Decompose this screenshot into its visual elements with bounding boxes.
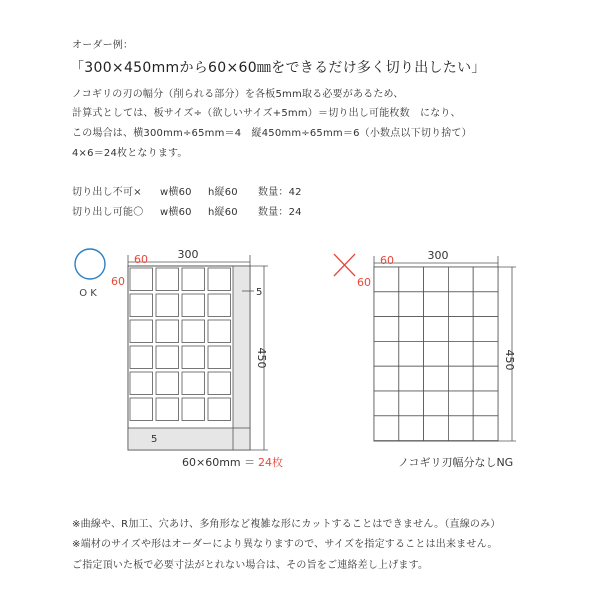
ok-piece <box>156 346 179 369</box>
comparison-status: 切り出し不可× <box>72 187 142 198</box>
ng-piece <box>374 267 399 292</box>
ng-board-width: 300 <box>427 249 449 262</box>
ng-piece <box>424 267 449 292</box>
ok-kerf-bottom: 5 <box>151 434 158 445</box>
ok-piece <box>208 320 231 343</box>
comparison-status: 切り出し可能〇 <box>72 207 144 218</box>
ng-piece <box>473 391 498 416</box>
ok-piece <box>208 372 231 395</box>
comparison-qty: 数量：24 <box>258 207 302 218</box>
ng-piece <box>374 416 399 441</box>
ok-offcut-right <box>233 266 250 450</box>
ok-piece <box>156 320 179 343</box>
ok-piece <box>182 320 205 343</box>
ok-piece <box>182 346 205 369</box>
ng-piece <box>448 317 473 342</box>
ok-piece <box>156 294 179 317</box>
ng-piece <box>374 341 399 366</box>
ng-piece <box>473 267 498 292</box>
ng-piece <box>399 416 424 441</box>
intro-line-3: この場合は、横300mm÷65mm＝4 縦450mm÷65mm＝6（小数点以下切り捨て） <box>72 128 472 139</box>
ok-piece <box>130 346 153 369</box>
note-3: ご指定頂いた板で必要寸法がとれない場合は、その旨をご連絡差し上げます。 <box>72 560 429 571</box>
ok-offcut-bottom <box>128 428 250 450</box>
ng-piece <box>424 416 449 441</box>
ng-piece <box>374 292 399 317</box>
intro-line-2: 計算式としては、板サイズ÷（欲しいサイズ+5mm）＝切り出し可能枚数 になり、 <box>72 108 461 119</box>
ng-piece <box>424 317 449 342</box>
ok-board-width: 300 <box>177 248 199 261</box>
ng-piece <box>399 267 424 292</box>
ng-cross-icon <box>334 254 355 276</box>
comparison-qty: 数量：42 <box>258 187 302 198</box>
comparison-height: h縦60 <box>208 187 238 198</box>
ok-piece <box>182 268 205 291</box>
ok-piece <box>130 268 153 291</box>
ok-piece <box>156 372 179 395</box>
example-label: オーダー例： <box>72 40 134 51</box>
ok-kerf-right: 5 <box>256 287 263 298</box>
ok-diagram <box>111 248 268 450</box>
intro-line-4: 4×6＝24枚となります。 <box>72 148 188 159</box>
ng-piece <box>448 416 473 441</box>
comparison-width: w横60 <box>160 187 192 198</box>
ng-piece <box>473 341 498 366</box>
ok-piece <box>182 294 205 317</box>
ng-caption: ノコギリ刃幅分なしNG <box>398 456 514 469</box>
ok-piece <box>208 398 231 421</box>
ok-board-height: 450 <box>255 347 268 369</box>
ng-piece <box>448 341 473 366</box>
ng-piece <box>424 391 449 416</box>
ok-piece <box>130 294 153 317</box>
ng-piece <box>424 292 449 317</box>
ok-result-count: 24枚 <box>258 456 283 469</box>
ok-circle-icon <box>75 249 105 279</box>
headline: 「300×450mmから60×60㎜をできるだけ多く切り出したい」 <box>70 60 486 76</box>
ng-diagram <box>357 249 516 441</box>
ng-piece <box>448 391 473 416</box>
ok-piece <box>156 398 179 421</box>
ng-piece <box>473 416 498 441</box>
ng-piece <box>374 391 399 416</box>
ng-piece <box>473 292 498 317</box>
ok-piece-width: 60 <box>134 253 148 266</box>
ng-piece <box>473 317 498 342</box>
ng-piece <box>448 267 473 292</box>
ng-piece-width: 60 <box>380 254 394 267</box>
ok-label: O K <box>79 288 97 299</box>
comparison-width: w横60 <box>160 207 192 218</box>
ok-result-prefix: 60×60mm ＝ <box>182 456 256 469</box>
ng-piece <box>374 366 399 391</box>
ok-piece <box>156 268 179 291</box>
ng-piece <box>448 366 473 391</box>
ok-piece <box>182 372 205 395</box>
ng-piece <box>399 341 424 366</box>
ok-piece-height: 60 <box>111 275 125 288</box>
ng-piece-height: 60 <box>357 276 371 289</box>
ok-piece <box>208 294 231 317</box>
intro-line-1: ノコギリの刃の幅分（削られる部分）を各板5mm取る必要があるため、 <box>72 89 404 100</box>
ng-piece <box>448 292 473 317</box>
ng-piece <box>399 317 424 342</box>
note-2: ※端材のサイズや形はオーダーにより異なりますので、サイズを指定することは出来ません。 <box>72 539 498 550</box>
ok-piece <box>208 268 231 291</box>
ng-piece <box>473 366 498 391</box>
ok-piece <box>130 398 153 421</box>
note-1: ※曲線や、R加工、穴あけ、多角形など複雑な形にカットすることはできません。（直線のみ） <box>72 519 501 530</box>
ok-piece <box>130 372 153 395</box>
ok-piece <box>208 346 231 369</box>
ng-piece <box>399 391 424 416</box>
ng-board-height: 450 <box>503 349 516 371</box>
ok-piece <box>182 398 205 421</box>
ng-piece <box>399 292 424 317</box>
ng-piece <box>399 366 424 391</box>
ng-piece <box>374 317 399 342</box>
ok-piece <box>130 320 153 343</box>
ng-piece <box>424 366 449 391</box>
comparison-height: h縦60 <box>208 207 238 218</box>
ng-piece <box>424 341 449 366</box>
